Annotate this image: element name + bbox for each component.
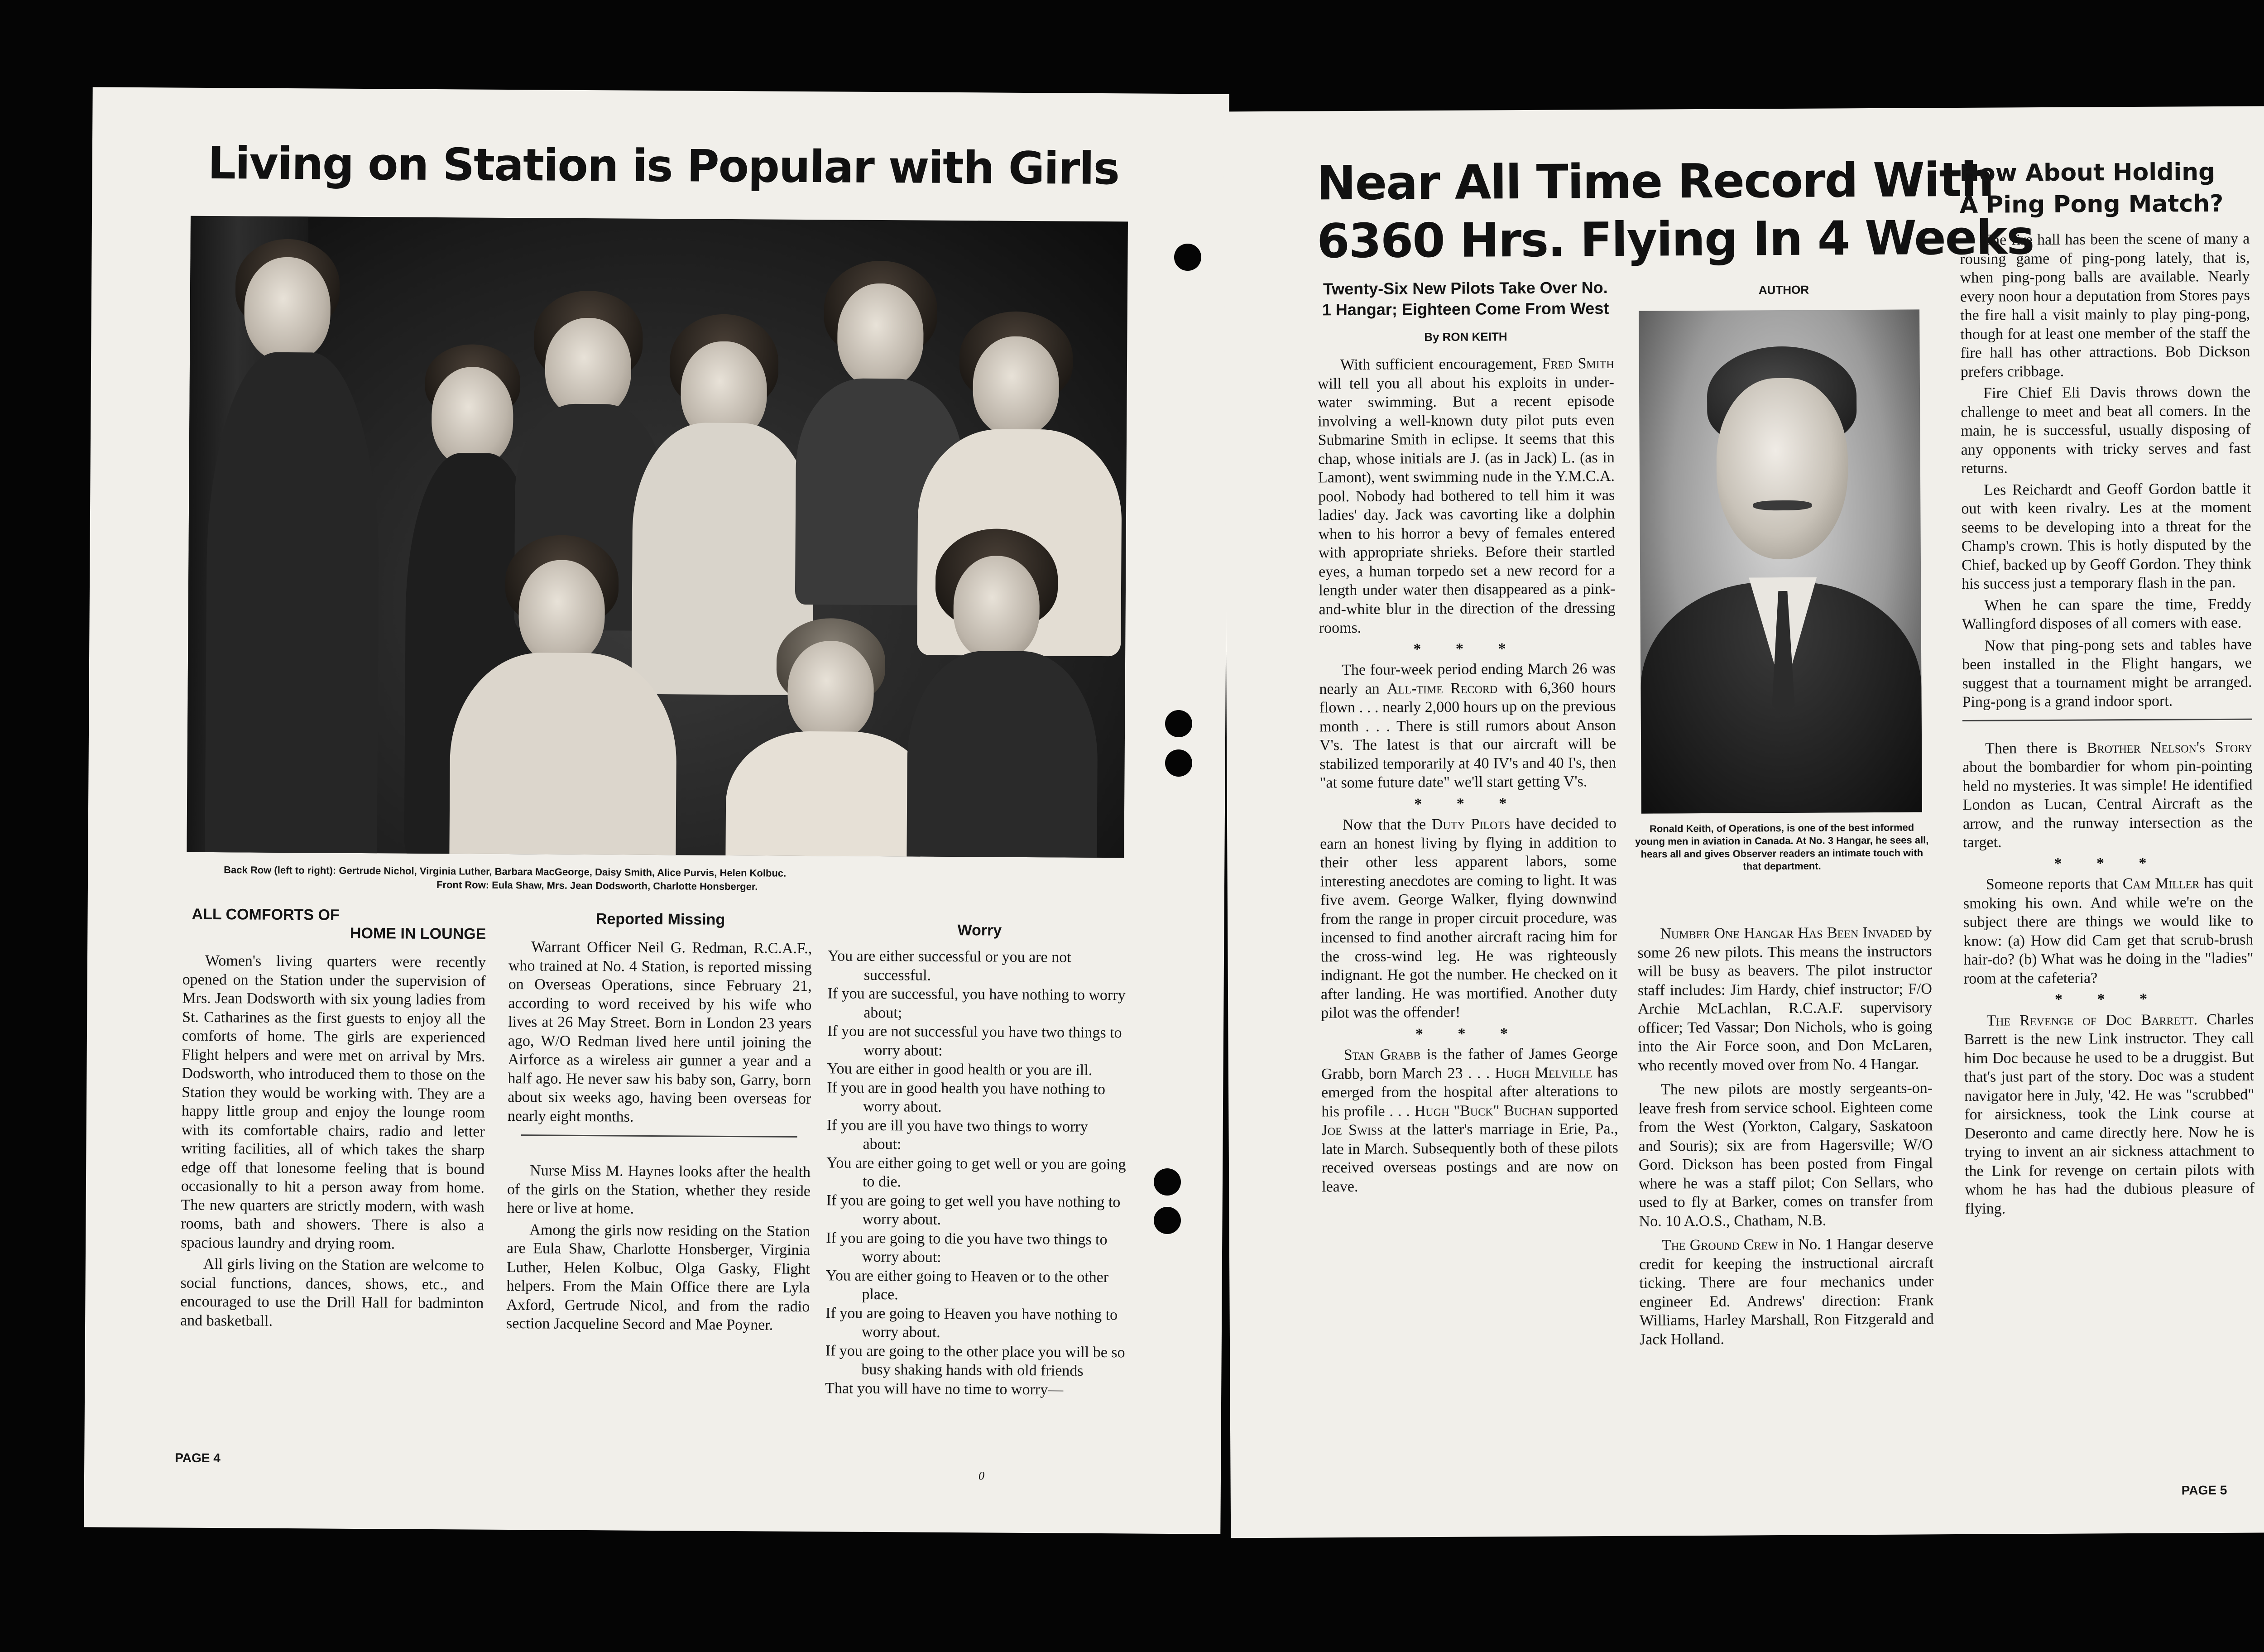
record-paragraph-3: Now that the Duty Pilots have decided to earn an honest living by flying in addition to their other less apparent labors, some interesting anecdotes are coming to light. It was five avem. George Walker, flying downwind from the range in proper circuit procedure, was incensed to find another aircraft racing him for the cross-wind leg. He was righteously indignant. He got the number. He checked on it after landing. He was mortified. Another duty pilot was the offender! xyxy=(1320,815,1618,1022)
doc-barrett-paragraph: The Revenge of Doc Barrett. Charles Barrett is the new Link instructor. They call him Doc because he used to be a druggist. But that's just part of the story. Doc was a student navigator here in July, '42. He was "scrubbed" for airsickness, took the Link course at Deseronto and came directly here. Now he is trying to invent an air sickness attachment to the Link for revenge on certain pilots with whom he has had the dubious pleasure of flying. xyxy=(1964,1011,2255,1217)
poem-worry xyxy=(825,920,1131,1465)
ping-pong-paragraph-3: Les Reichardt and Geoff Gordon battle it out with keen rivalry. Les at the moment seems to be developing into a threat for the Champ's crown. This is hotly disputed by the Chief, backed up by Geoff Gordon. They think his success just a temporary flash in the pan. xyxy=(1961,480,2252,592)
ping-pong-paragraph-1: The fire hall has been the scene of many a rousing game of ping-pong lately, that is, when ping-pong balls are available. Nearly every noon hour a deputation from Stores pays the fire hall a visit mainly to play ping-pong, though for at least one member of the staff the fire hall has other attractions. Bob Dickson prefers cribbage. xyxy=(1960,230,2250,380)
section-stars: * * * xyxy=(1415,1025,1524,1042)
ping-pong-heading-2: A Ping Pong Match? xyxy=(1959,190,2224,219)
worry-line: You are either successful or you are not successful. xyxy=(827,947,1071,984)
byline: By RON KEITH xyxy=(1424,330,1507,344)
comforts-paragraph-2: All girls living on the Station are welcome to social functions, dances, shows, etc., and encouraged to use the Drill Hall for badminton and basketball. xyxy=(180,1255,484,1330)
ping-pong-heading-1: How About Holding xyxy=(1959,158,2216,187)
girls-residing-paragraph: Among the girls now residing on the Station are Eula Shaw, Charlotte Honsberger, Virginia Luther, Helen Kolbuc, Olga Gasky, Flight helpers. From the Main Office there are Lyla Axford, Gertrude Nicol, and from the radio section Jacqueline Secord and Mae Poyner. xyxy=(506,1221,811,1334)
page-number-right: PAGE 5 xyxy=(2181,1483,2227,1498)
worry-line: If you are ill you have two things to worry about: xyxy=(826,1116,1088,1153)
caption-back-row: Back Row (left to right): Gertrude Nichol, Virginia Luther, Barbara MacGeorge, Daisy Smith, Alice Purvis, Helen Kolbuc. xyxy=(224,864,787,879)
binder-hole xyxy=(1165,710,1192,737)
ping-pong-heading xyxy=(1959,156,2250,221)
worry-line: If you are successful, you have nothing to worry about; xyxy=(827,985,1126,1021)
article-subtitle: Twenty-Six New Pilots Take Over No. 1 Hangar; Eighteen Come From West xyxy=(1322,278,1609,319)
column-divider xyxy=(1962,718,2252,721)
page-5 xyxy=(1223,106,2264,1538)
comforts-paragraph-1: Women's living quarters were recently opened on the Station under the supervision of Mrs. Jean Dodsworth with six young ladies from St. Catharines as the first guests to enjoy all the comforts of home. The girls are experienced Flight helpers and were met on arrival by Mrs. Dodsworth, who introduced them to those on the Station they would be working with. They are a happy little group and enjoy the lounge room with its comfortable chairs, radio and letter writing facilities, all of which takes the sharp edge off that lonesome feeling that is bound occasionally to hit a person away from home. The new quarters are strictly modern, with wash rooms, bath and showers. There is also a spacious laundry and drying room. xyxy=(181,952,486,1252)
worry-line: If you are going to get well you have nothing to worry about. xyxy=(826,1191,1121,1228)
record-paragraph-1: With sufficient encouragement, Fred Smith will tell you all about his exploits in under-water swimming. But a recent episode involving a well-known duty pilot puts even Submarine Smith in eclipse. It seems that this chap, whose initials are J. (as in Jack) L. (as in Lamont), went swimming nude in the Y.M.C.A. pool. Nobody had bothered to tell him it was ladies' day. Jack was cavorting like a dolphin when to his horror a bevy of females entered with appropriate shrieks. Before their startled eyes, a human torpedo set a new record for a length under water then disappeared as a pink-and-white blur in the direction of the dressing rooms. xyxy=(1317,355,1616,637)
section-stars: * * * xyxy=(2054,855,2162,872)
worry-line: If you are going to the other place you will be so busy shaking hands with old friends xyxy=(825,1342,1125,1379)
hangar-paragraph-2: The new pilots are mostly sergeants-on-leave fresh from service school. Eighteen come from the West (Yorkton, Calgary, Saskatoon and Souris); six are from Hagersville; W/O Gord. Dickson has been posted from Fingal where he was a staff pilot; Con Sellars, who used to fly at Barker, comes on transfer from No. 10 A.O.S., Chatham, N.B. xyxy=(1638,1080,1933,1230)
cam-miller-paragraph: Someone reports that Cam Miller has quit smoking his own. And while we're on the subject there are things we would like to know: (a) How did Cam get that scrub-brush hair-do? (b) What was he doing in the "ladies" room at the cafeteria? xyxy=(1963,874,2254,987)
nurse-paragraph: Nurse Miss M. Haynes looks after the health of the girls on the Station, whether they reside here or live at home. xyxy=(507,1162,811,1217)
binder-hole xyxy=(1154,1168,1181,1196)
worry-line: If you are not successful you have two things to worry about: xyxy=(827,1023,1122,1059)
caption-front-row: Front Row: Eula Shaw, Mrs. Jean Dodsworth, Charlotte Honsberger. xyxy=(436,879,758,893)
photo-caption xyxy=(224,863,1120,896)
worry-line: You are either going to Heaven or to the other place. xyxy=(825,1267,1109,1303)
article-hangar xyxy=(1637,923,1935,1490)
missing-heading: Reported Missing xyxy=(595,910,725,928)
worry-line: You are either going to get well or you are going to die. xyxy=(826,1154,1126,1191)
article-flying-record xyxy=(1317,277,1620,1479)
hangar-paragraph-3: The Ground Crew in No. 1 Hangar deserve credit for keeping the instructional aircraft ticking. There are four mechanics under engineer Ed. Andrews' direction: Frank Williams, Harley Marshall, Ron Fitzgerald and Jack Holland. xyxy=(1639,1235,1934,1348)
author-label: AUTHOR xyxy=(1758,283,1809,297)
comforts-heading-2: HOME IN LOUNGE xyxy=(350,924,486,943)
page-number-left: PAGE 4 xyxy=(175,1450,221,1465)
section-stars: * * * xyxy=(1413,640,1521,658)
face xyxy=(1716,378,1848,560)
worry-line: If you are in good health you have nothing to worry about. xyxy=(827,1079,1106,1115)
page-5-headline xyxy=(1316,150,2034,270)
headline-line-1: Near All Time Record With xyxy=(1316,152,1994,211)
worry-line: You are either in good health or you are ill. xyxy=(827,1060,1093,1079)
portrait-caption: Ronald Keith, of Operations, is one of the best informed young men in aviation in Canada. At No. 3 Hangar, he sees all, hears all and gives Observer readers an intimate touch with that department. xyxy=(1635,821,1929,872)
ping-pong-paragraph-4: When he can spare the time, Freddy Wallingford disposes of all comers with ease. xyxy=(1962,595,2252,633)
group-photo xyxy=(187,216,1128,858)
article-comforts xyxy=(179,905,486,1450)
page-4-headline: Living on Station is Popular with Girls xyxy=(207,137,1119,195)
author-portrait xyxy=(1639,309,1922,813)
section-stars: * * * xyxy=(1414,795,1522,812)
center-mark: 0 xyxy=(978,1469,985,1483)
headline-line-2: 6360 Hrs. Flying In 4 Weeks xyxy=(1316,210,2034,269)
worry-line: If you are going to die you have two things to worry about: xyxy=(826,1229,1108,1266)
binder-hole xyxy=(1174,244,1201,271)
worry-heading: Worry xyxy=(957,922,1002,939)
article-ping-pong xyxy=(1959,156,2256,1489)
section-stars: * * * xyxy=(2054,990,2163,1008)
worry-line: That you will have no time to worry— xyxy=(825,1379,1064,1398)
column-divider xyxy=(521,1134,797,1138)
hangar-paragraph-1: Number One Hangar Has Been Invaded by some 26 new pilots. This means the instructors will be busy as beavers. The pilot instructor staff includes: Jim Hardy, chief instructor; F/O Archie McLachlan, R.C.A.F. supervisory officer; Ted Vassar; Don Nichols, who is going into the Air Force soon, and Don McLaren, who recently moved over from No. 4 Hangar. xyxy=(1637,924,1933,1074)
worry-line: If you are going to Heaven you have nothing to worry about. xyxy=(825,1304,1118,1341)
ping-pong-paragraph-5: Now that ping-pong sets and tables have been installed in the Flight hangars, we suggest that a tournament might be arranged. Ping-pong is a grand indoor sport. xyxy=(1962,636,2252,711)
binder-hole xyxy=(1154,1207,1181,1234)
moustache xyxy=(1753,500,1812,511)
page-4 xyxy=(84,87,1229,1534)
record-paragraph-2: The four-week period ending March 26 was nearly an All-time Record with 6,360 hours flown . . . nearly 2,000 hours up on the previous month . . . There is still rumors about Anson V's. The latest is that our aircraft will be stabilized temporarily at 40 IV's and 40 I's, then "at some future date" we'll start getting V's. xyxy=(1319,660,1616,792)
ping-pong-paragraph-2: Fire Chief Eli Davis throws down the challenge to meet and beat all comers. In the main, he is successful, usually disposing of any opponents with tricky serves and fast returns. xyxy=(1961,383,2251,477)
record-paragraph-4: Stan Grabb is the father of James George Grabb, born March 23 . . . Hugh Melville has emerged from the hospital after alterations to his profile . . . Hugh "Buck" Buchan supported Joe Swiss at the latter's marriage in Erie, Pa., late in March. Subsequently both of these pilots received overseas postings and are now on leave. xyxy=(1321,1045,1619,1195)
nelson-story-paragraph: Then there is Brother Nelson's Story about the bombardier for whom pin-pointing held no mysteries. It was simple! He identified London as Lucan, Central Aircraft as the arrow, and the runway intersection as the target. xyxy=(1962,739,2253,851)
missing-paragraph-1: Warrant Officer Neil G. Redman, R.C.A.F., who trained at No. 4 Station, is reported missing on Overseas Operations, since February 21, according to word received by his wife who lives at 26 May Street. Born in London 23 years ago, W/O Redman lived here until joining the Airforce as a wireless air gunner a year and a half ago. He never saw his baby son, Garry, born about six weeks ago, having been overseas for nearly eight months. xyxy=(507,938,812,1125)
article-missing xyxy=(505,909,812,1455)
comforts-heading-1: ALL COMFORTS OF xyxy=(192,905,340,924)
binder-hole xyxy=(1165,749,1192,777)
